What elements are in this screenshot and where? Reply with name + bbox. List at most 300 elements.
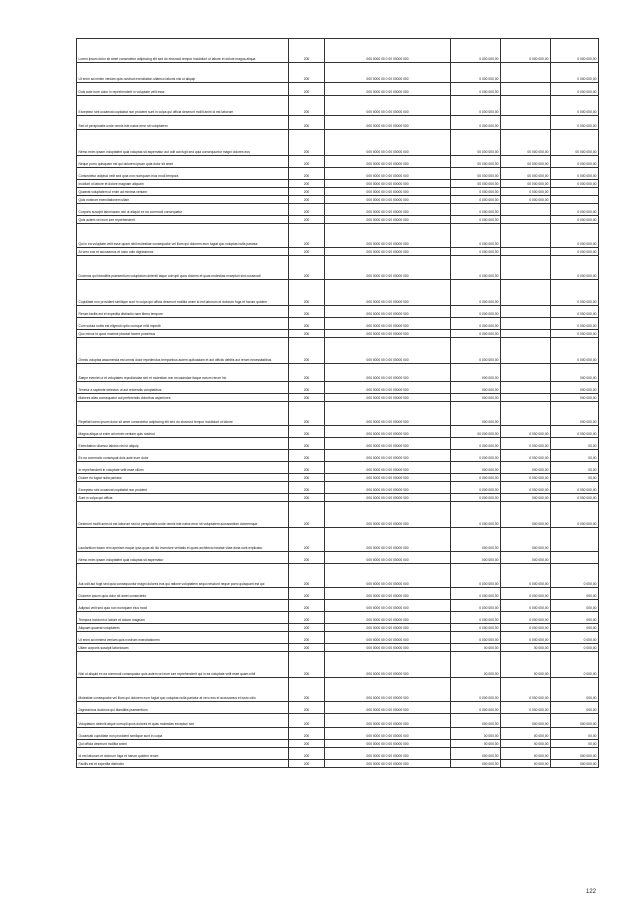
row-amount-planned: 0 000 000,00 [451,482,501,494]
row-amount-remaining: 0 000 000,00 [551,248,599,256]
row-code: 200 [289,224,325,248]
row-amount-executed [501,204,551,216]
table-row [77,130,599,156]
table-row [77,632,599,644]
row-description: Repellat lorem ipsum dolor sit amet consectetur adipiscing elit sed do eiusmod tempor incididunt ut labore [77,402,289,426]
row-amount-executed: 0 000 000,00 [501,426,551,438]
table-row [77,402,599,426]
row-amount-planned: 0 000 000,00 [451,306,501,318]
row-classification-code: 000 0000 00 0 00 00000 000 [325,63,451,83]
row-amount-remaining: 0 000 000,00 [551,96,599,116]
row-code: 200 [289,196,325,204]
row-amount-remaining: 0 000 000,00 [551,204,599,216]
row-code: 200 [289,216,325,224]
row-classification-code: 000 0000 00 0 00 00000 000 [325,740,451,748]
row-classification-code: 000 0000 00 0 00 00000 000 [325,702,451,714]
row-classification-code: 000 0000 00 0 00 00000 000 [325,644,451,652]
row-amount-planned: 000 000,00 [451,394,501,402]
row-classification-code: 000 0000 00 0 00 00000 000 [325,728,451,740]
row-description: Ut enim ad minim veniam quis nostrud exercitation ullamco laboris nisi ut aliquip [77,63,289,83]
row-classification-code: 000 0000 00 0 00 00000 000 [325,168,451,180]
row-description: Qui in ea voluptate velit esse quam nihil molestiae consequatur vel illum qui dolorem eum fugiat quo voluptas nulla pariatur [77,224,289,248]
row-code: 200 [289,740,325,748]
row-amount-executed [501,83,551,96]
row-description: Ex ea commodo consequat duis aute irure dolor [77,450,289,462]
budget-table-container [76,38,598,768]
table-row [77,652,599,678]
table-row [77,502,599,528]
row-description: Facilis est et expedita distinctio [77,760,289,768]
row-amount-executed [501,116,551,130]
row-amount-executed: 0 000 000,00 [501,588,551,600]
row-amount-planned: 0 000 000,00 [451,63,501,83]
row-amount-planned: 000 000,00 [451,748,501,760]
row-amount-executed [501,63,551,83]
row-description: Duis aute irure dolor in reprehenderit in voluptate velit esse [77,83,289,96]
row-code: 200 [289,552,325,564]
row-classification-code: 000 0000 00 0 00 00000 000 [325,216,451,224]
row-amount-remaining: 0 000,00 [551,652,599,678]
row-amount-executed: 00 000,00 [501,740,551,748]
row-amount-remaining: 000 000,00 [551,760,599,768]
table-row [77,760,599,768]
row-description: Quis autem vel eum iure reprehenderit [77,216,289,224]
row-description: Ullam corporis suscipit laboriosam [77,644,289,652]
row-code: 200 [289,256,325,280]
row-amount-remaining: 0 000,00 [551,564,599,588]
row-classification-code: 000 0000 00 0 00 00000 000 [325,678,451,702]
row-code: 200 [289,588,325,600]
row-description: Adipisci velit sed quia non numquam eius modi [77,600,289,612]
table-row [77,280,599,306]
row-classification-code: 000 0000 00 0 00 00000 000 [325,204,451,216]
row-classification-code: 000 0000 00 0 00 00000 000 [325,188,451,196]
row-code: 200 [289,394,325,402]
row-amount-executed: 000 000,00 [501,502,551,528]
row-amount-remaining: 00,00 [551,450,599,462]
row-amount-planned: 0 000 000,00 [451,494,501,502]
row-amount-remaining: 0 000 000,00 [551,83,599,96]
row-amount-remaining: 0 000 000,00 [551,426,599,438]
row-classification-code: 000 0000 00 0 00 00000 000 [325,450,451,462]
row-description: Lorem ipsum dolor sit amet consectetur adipiscing elit sed do eiusmod tempor incididunt ut labore et dolore magna aliqua [77,39,289,63]
row-amount-planned: 0 000 000,00 [451,338,501,364]
row-code: 200 [289,600,325,612]
row-amount-executed: 000 000,00 [501,552,551,564]
row-amount-executed: 0 000 000,00 [501,624,551,632]
row-amount-executed [501,216,551,224]
row-amount-executed [501,402,551,426]
row-code: 200 [289,462,325,474]
row-amount-planned: 00 000 000,00 [451,130,501,156]
row-description: Incidunt ut labore et dolore magnam aliquam [77,180,289,188]
table-row [77,156,599,168]
row-amount-planned: 00 000 000,00 [451,168,501,180]
table-row [77,482,599,494]
row-amount-remaining: 000 000,00 [551,364,599,382]
table-row [77,474,599,482]
row-description: Occaecati cupiditate non provident similique sunt in culpa [77,728,289,740]
row-description: Maiores alias consequatur aut perferendis doloribus asperiores [77,394,289,402]
row-description: Quaerat voluptatem ut enim ad minima veniam [77,188,289,196]
row-code: 200 [289,678,325,702]
row-amount-remaining: 00,00 [551,462,599,474]
row-code: 200 [289,632,325,644]
row-amount-planned: 0 000 000,00 [451,39,501,63]
table-row [77,438,599,450]
row-code: 200 [289,63,325,83]
row-code: 200 [289,168,325,180]
row-classification-code: 000 0000 00 0 00 00000 000 [325,130,451,156]
row-amount-planned: 0 000 000,00 [451,196,501,204]
table-row [77,678,599,702]
row-amount-executed: 000 000,00 [501,462,551,474]
table-row [77,63,599,83]
row-amount-planned: 0 000 000,00 [451,224,501,248]
row-classification-code: 000 0000 00 0 00 00000 000 [325,600,451,612]
table-row [77,588,599,600]
table-row [77,714,599,728]
row-amount-executed [501,96,551,116]
row-amount-executed [501,318,551,330]
row-description: Tempora incidunt ut labore et dolore magnam [77,612,289,624]
row-amount-remaining: 000,00 [551,600,599,612]
row-amount-executed: 0 000 000,00 [501,702,551,714]
row-amount-executed [501,394,551,402]
row-description: Ut enim ad minima veniam quis nostrum exercitationem [77,632,289,644]
row-classification-code: 000 0000 00 0 00 00000 000 [325,624,451,632]
row-amount-executed: 0 000 000,00 [501,438,551,450]
row-amount-planned: 0 000 000,00 [451,83,501,96]
row-amount-executed: 0 000 000,00 [501,632,551,644]
row-description: Laudantium totam rem aperiam eaque ipsa quae ab illo inventore veritatis et quasi architecto beatae vitae dicta sunt explicabo [77,528,289,552]
row-amount-remaining: 000,00 [551,678,599,702]
row-amount-executed: 00 000,00 [501,760,551,768]
row-description: Exercitation ullamco laboris nisi ut aliquip [77,438,289,450]
row-description: Molestiae consequatur vel illum qui dolorem eum fugiat quo voluptas nulla pariatur at vero eos et accusamus et iusto odio [77,678,289,702]
row-code: 200 [289,474,325,482]
row-amount-executed: 000 000,00 [501,528,551,552]
table-row [77,450,599,462]
table-row [77,168,599,180]
row-classification-code: 000 0000 00 0 00 00000 000 [325,248,451,256]
row-amount-remaining [551,528,599,552]
row-code: 200 [289,644,325,652]
row-classification-code: 000 0000 00 0 00 00000 000 [325,318,451,330]
row-classification-code: 000 0000 00 0 00 00000 000 [325,528,451,552]
row-amount-executed: 0 000 000,00 [501,600,551,612]
row-code: 200 [289,338,325,364]
row-description: Dolorem ipsum quia dolor sit amet consectetur [77,588,289,600]
row-classification-code: 000 0000 00 0 00 00000 000 [325,330,451,338]
row-description: Neque porro quisquam est qui dolorem ipsum quia dolor sit amet [77,156,289,168]
table-row [77,248,599,256]
row-amount-planned: 000 000,00 [451,528,501,552]
row-amount-planned: 0 000 000,00 [451,588,501,600]
row-code: 200 [289,502,325,528]
row-description: Dolore eu fugiat nulla pariatur [77,474,289,482]
row-classification-code: 000 0000 00 0 00 00000 000 [325,364,451,382]
row-amount-planned: 0 000 000,00 [451,600,501,612]
row-classification-code: 000 0000 00 0 00 00000 000 [325,256,451,280]
row-amount-executed: 0 000 000,00 [501,612,551,624]
row-amount-remaining: 0 000 000,00 [551,63,599,83]
table-row [77,644,599,652]
row-description: Excepteur sint occaecat cupidatat non proident sunt in culpa qui officia deserunt mollit anim id est laborum [77,96,289,116]
row-amount-executed: 00 000 000,00 [501,130,551,156]
row-amount-remaining: 000,00 [551,612,599,624]
row-amount-planned: 0 000 000,00 [451,632,501,644]
row-description: Sunt in culpa qui officia [77,494,289,502]
row-amount-remaining: 0 000 000,00 [551,116,599,130]
row-classification-code: 000 0000 00 0 00 00000 000 [325,116,451,130]
row-amount-remaining: 000 000,00 [551,402,599,426]
row-amount-planned: 000 000,00 [451,552,501,564]
row-amount-executed: 0 000 000,00 [501,482,551,494]
row-amount-remaining: 0 000 000,00 [551,39,599,63]
row-amount-remaining: 000,00 [551,702,599,714]
table-row [77,462,599,474]
row-description: In reprehenderit in voluptate velit esse cillum [77,462,289,474]
row-classification-code: 000 0000 00 0 00 00000 000 [325,306,451,318]
row-description: Quo minus id quod maxime placeat facere possimus [77,330,289,338]
row-code: 200 [289,760,325,768]
row-amount-remaining: 0 000 000,00 [551,180,599,188]
table-row [77,702,599,714]
table-row [77,204,599,216]
row-description: Tenetur a sapiente delectus ut aut reiciendis voluptatibus [77,382,289,394]
table-row [77,494,599,502]
row-code: 200 [289,188,325,196]
row-description: Nemo enim ipsam voluptatem quia voluptas sit aspernatur [77,552,289,564]
row-amount-executed: 0 000 000,00 [501,188,551,196]
table-row [77,748,599,760]
row-code: 200 [289,426,325,438]
table-row [77,256,599,280]
row-description: Qui officia deserunt mollitia animi [77,740,289,748]
row-code: 200 [289,748,325,760]
row-amount-executed [501,306,551,318]
row-amount-planned: 000 000,00 [451,382,501,394]
row-amount-planned: 0 000 000,00 [451,678,501,702]
row-amount-executed [501,248,551,256]
row-code: 200 [289,728,325,740]
row-amount-remaining: 0 000 000,00 [551,280,599,306]
row-amount-planned: 0 000 000,00 [451,438,501,450]
row-amount-planned: 0 000 000,00 [451,450,501,462]
row-amount-executed: 00 000,00 [501,644,551,652]
table-row [77,196,599,204]
row-amount-remaining: 0 000 000,00 [551,502,599,528]
table-row [77,188,599,196]
row-amount-planned: 0 000 000,00 [451,96,501,116]
row-amount-planned: 0 000 000,00 [451,330,501,338]
row-amount-planned: 00 000,00 [451,644,501,652]
row-amount-remaining: 00,00 [551,474,599,482]
row-amount-remaining: 0 000,00 [551,644,599,652]
table-row [77,96,599,116]
row-amount-executed [501,382,551,394]
table-row [77,426,599,438]
row-classification-code: 000 0000 00 0 00 00000 000 [325,588,451,600]
row-description: Ducimus qui blanditiis praesentium voluptatum deleniti atque corrupti quos dolores et quas molestias excepturi sint occaecati [77,256,289,280]
row-amount-executed [501,224,551,248]
table-row [77,528,599,552]
row-amount-planned: 0 000 000,00 [451,188,501,196]
row-description: Deserunt mollit anim id est laborum sed ut perspiciatis unde omnis iste natus error sit voluptatem accusantium doloremque [77,502,289,528]
row-code: 200 [289,714,325,728]
row-classification-code: 000 0000 00 0 00 00000 000 [325,280,451,306]
row-description: Cupiditate non provident similique sunt in culpa qui officia deserunt mollitia animi id est laborum et dolorum fuga et harum quidem [77,280,289,306]
row-amount-planned: 0 000 000,00 [451,474,501,482]
row-amount-planned: 00 000 000,00 [451,180,501,188]
row-code: 200 [289,612,325,624]
row-amount-planned: 000 000,00 [451,714,501,728]
row-amount-planned: 00 000 000,00 [451,426,501,438]
row-amount-planned: 0 000 000,00 [451,624,501,632]
row-amount-planned: 0 000 000,00 [451,256,501,280]
table-row [77,338,599,364]
row-amount-planned: 00 000,00 [451,740,501,748]
table-row [77,552,599,564]
row-amount-executed: 0 000 000,00 [501,678,551,702]
row-description: Saepe eveniet ut et voluptates repudiandae sint et molestiae non recusandae itaque earum rerum hic [77,364,289,382]
row-amount-remaining [551,196,599,204]
row-code: 200 [289,382,325,394]
row-classification-code: 000 0000 00 0 00 00000 000 [325,180,451,188]
row-code: 200 [289,204,325,216]
row-classification-code: 000 0000 00 0 00 00000 000 [325,338,451,364]
row-code: 200 [289,702,325,714]
table-row [77,83,599,96]
row-code: 200 [289,39,325,63]
row-amount-executed: 0 000 000,00 [501,564,551,588]
table-row [77,394,599,402]
table-row [77,382,599,394]
row-description: Nemo enim ipsam voluptatem quia voluptas sit aspernatur aut odit aut fugit sed quia consequuntur magni dolores eos [77,130,289,156]
row-amount-remaining: 0 000 000,00 [551,318,599,330]
row-amount-remaining: 00,00 [551,740,599,748]
row-amount-executed [501,338,551,364]
row-classification-code: 000 0000 00 0 00 00000 000 [325,438,451,450]
row-classification-code: 000 0000 00 0 00 00000 000 [325,502,451,528]
budget-table-body [77,39,599,768]
row-code: 200 [289,450,325,462]
row-amount-planned: 0 000 000,00 [451,116,501,130]
row-amount-executed [501,364,551,382]
table-row [77,740,599,748]
row-code: 200 [289,564,325,588]
row-amount-executed: 00 000 000,00 [501,168,551,180]
row-amount-planned: 00 000 000,00 [451,156,501,168]
row-classification-code: 000 0000 00 0 00 00000 000 [325,39,451,63]
row-amount-planned: 0 000 000,00 [451,612,501,624]
row-amount-remaining: 000 000,00 [551,714,599,728]
row-amount-executed: 00 000,00 [501,652,551,678]
row-classification-code: 000 0000 00 0 00 00000 000 [325,714,451,728]
row-code: 200 [289,116,325,130]
table-row [77,612,599,624]
row-description: Consectetur adipisci velit sed quia non numquam eius modi tempora [77,168,289,180]
table-row [77,728,599,740]
row-amount-remaining: 000 000,00 [551,382,599,394]
row-amount-remaining: 0 000,00 [551,632,599,644]
table-row [77,116,599,130]
table-row [77,564,599,588]
row-description: Id est laborum et dolorum fuga et harum quidem rerum [77,748,289,760]
row-code: 200 [289,248,325,256]
row-amount-planned: 000 000,00 [451,402,501,426]
row-description: At vero eos et accusamus et iusto odio dignissimos [77,248,289,256]
row-amount-executed: 0 000 000,00 [501,474,551,482]
row-amount-executed [501,280,551,306]
row-amount-executed: 000 000,00 [501,714,551,728]
page-number: 122 [586,889,597,895]
row-amount-planned: 0 000 000,00 [451,502,501,528]
row-amount-planned: 0 000 000,00 [451,216,501,224]
row-code: 200 [289,528,325,552]
row-amount-planned: 000 000,00 [451,462,501,474]
row-classification-code: 000 0000 00 0 00 00000 000 [325,96,451,116]
row-code: 200 [289,364,325,382]
row-amount-remaining: 0 000 000,00 [551,494,599,502]
row-code: 200 [289,180,325,188]
table-row [77,600,599,612]
table-row [77,224,599,248]
row-amount-planned: 0 000 000,00 [451,280,501,306]
row-classification-code: 000 0000 00 0 00 00000 000 [325,612,451,624]
row-description: Dignissimos ducimus qui blanditiis praesentium [77,702,289,714]
row-classification-code: 000 0000 00 0 00 00000 000 [325,426,451,438]
row-description: Corporis suscipit laboriosam nisi ut aliquid ex ea commodi consequatur [77,204,289,216]
row-amount-remaining: 000 000,00 [551,394,599,402]
row-amount-planned: 0 000 000,00 [451,318,501,330]
row-classification-code: 000 0000 00 0 00 00000 000 [325,652,451,678]
row-classification-code: 000 0000 00 0 00 00000 000 [325,382,451,394]
row-classification-code: 000 0000 00 0 00 00000 000 [325,462,451,474]
row-classification-code: 000 0000 00 0 00 00000 000 [325,552,451,564]
row-code: 200 [289,318,325,330]
table-row [77,180,599,188]
row-amount-remaining: 000,00 [551,588,599,600]
table-row [77,216,599,224]
row-amount-remaining: 0 000 000,00 [551,330,599,338]
row-code: 200 [289,438,325,450]
row-amount-planned: 00 000,00 [451,728,501,740]
row-amount-remaining: 00,00 [551,728,599,740]
budget-table [76,38,599,768]
row-classification-code: 000 0000 00 0 00 00000 000 [325,394,451,402]
row-amount-executed: 000 000,00 [501,494,551,502]
row-classification-code: 000 0000 00 0 00 00000 000 [325,760,451,768]
row-description: Cum soluta nobis est eligendi optio cumque nihil impedit [77,318,289,330]
row-amount-remaining [551,188,599,196]
row-classification-code: 000 0000 00 0 00 00000 000 [325,474,451,482]
row-classification-code: 000 0000 00 0 00 00000 000 [325,224,451,248]
row-classification-code: 000 0000 00 0 00 00000 000 [325,482,451,494]
table-row [77,624,599,632]
row-code: 200 [289,280,325,306]
row-code: 200 [289,494,325,502]
row-amount-remaining: 0 000 000,00 [551,156,599,168]
row-amount-executed: 00 000 000,00 [501,156,551,168]
row-description: Sed ut perspiciatis unde omnis iste natus error sit voluptatem [77,116,289,130]
row-amount-planned: 0 000 000,00 [451,564,501,588]
row-description: Quis nostrum exercitationem ullam [77,196,289,204]
row-description: Voluptatum deleniti atque corrupti quos dolores et quas molestias excepturi sint [77,714,289,728]
row-code: 200 [289,96,325,116]
table-row [77,306,599,318]
